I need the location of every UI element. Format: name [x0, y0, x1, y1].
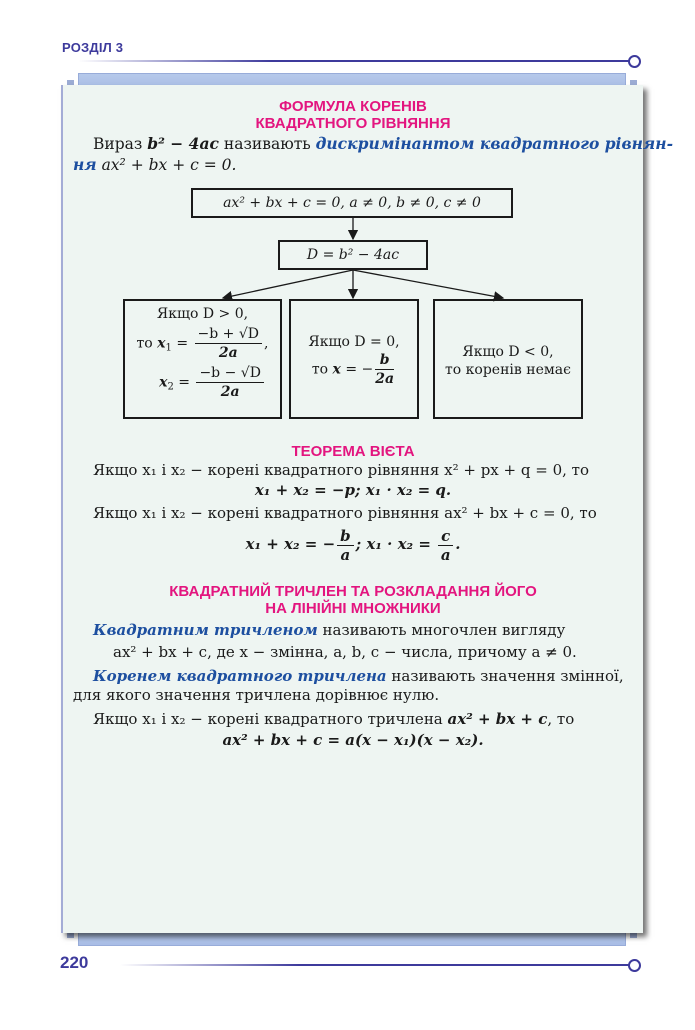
footer-rule	[120, 964, 631, 966]
vieta-general-statement: Якщо x₁ і x₂ − корені квадратного рівняння ax² + bx + c = 0, то	[93, 504, 597, 522]
discriminant-definition: Вираз b² − 4ac називають дискримінантом квадратного рівнян-	[93, 134, 673, 153]
trinomial-root-definition-cont: для якого значення тричлена дорівнює нулю.	[73, 686, 440, 704]
vieta-reduced-statement: Якщо x₁ і x₂ − корені квадратного рівняння x² + px + q = 0, то	[93, 461, 589, 479]
reference-card	[61, 85, 673, 933]
vieta-reduced-formula: x₁ + x₂ = −p; x₁ · x₂ = q.	[254, 481, 452, 499]
term-discriminant: дискримінантом квадратного рівнян-	[315, 134, 673, 153]
trinomial-definition-cont: ax² + bx + c, де x − змінна, a, b, c − числа, причому a ≠ 0.	[113, 643, 577, 661]
section-label: РОЗДІЛ 3	[62, 40, 124, 55]
term-trinomial-root: Коренем квадратного тричлена	[93, 667, 387, 685]
trinomial-root-definition: Коренем квадратного тричлена називають значення змінної,	[93, 667, 624, 685]
quadratic-equation: ax² + bx + c = 0.	[96, 156, 237, 174]
arrow-to-d-negative	[353, 270, 503, 298]
flow-box-d-zero: Якщо D = 0, то x = − $\frac{b}{2a}$	[289, 299, 419, 419]
arrow-to-d-positive	[223, 270, 353, 298]
flow-box-d-positive: Якщо D > 0, то $x_1$ = $\frac{-b + √D}{2a}$ , $x_2$ = $\frac{-b - √D}{2a}$	[123, 299, 282, 419]
factorization-statement: Якщо x₁ і x₂ − корені квадратного тричлена ax² + bx + c, то	[93, 710, 575, 728]
root-x1-fraction: $\frac{-b + √D}{2a}$	[195, 325, 262, 362]
page-number: 220	[60, 953, 89, 972]
section-heading-vieta: ТЕОРЕМА ВІЄТА	[291, 443, 415, 460]
header-rule-end-circle	[628, 55, 641, 68]
flow-arrows	[63, 85, 643, 425]
factorization-formula: ax² + bx + c = a(x − x₁)(x − x₂).	[222, 731, 484, 749]
heading-line: ФОРМУЛА КОРЕНІВ	[279, 98, 427, 115]
root-x2-fraction: $\frac{-b - √D}{2a}$	[196, 364, 263, 401]
term-quadratic-trinomial: Квадратним тричленом	[93, 621, 318, 639]
section-heading-quadratic-trinomial: КВАДРАТНИЙ ТРИЧЛЕН ТА РОЗКЛАДАННЯ ЙОГО НА ЛІНІЙНІ МНОЖНИКИ	[169, 583, 537, 617]
discriminant-expression: b² − 4ac	[147, 134, 219, 153]
flow-box-d-negative: Якщо D < 0, то коренів немає	[433, 299, 583, 419]
double-root-fraction: $\frac{b}{2a}$	[375, 352, 395, 387]
heading-line: КВАДРАТНОГО РІВНЯННЯ	[255, 115, 451, 132]
flow-box-discriminant: D = b² − 4ac	[278, 240, 428, 270]
trinomial-definition: Квадратним тричленом називають многочлен вигляду	[93, 621, 566, 639]
vieta-general-formula: x₁ + x₂ = − $\frac{b}{a}$ ; x₁ · x₂ = $\frac{c}{a}$ .	[245, 526, 461, 564]
footer-rule-end-circle	[628, 959, 641, 972]
header-rule	[78, 60, 631, 62]
discriminant-definition-cont: ня ax² + bx + c = 0.	[73, 155, 237, 174]
flow-box-equation: ax² + bx + c = 0, a ≠ 0, b ≠ 0, c ≠ 0	[191, 188, 513, 218]
